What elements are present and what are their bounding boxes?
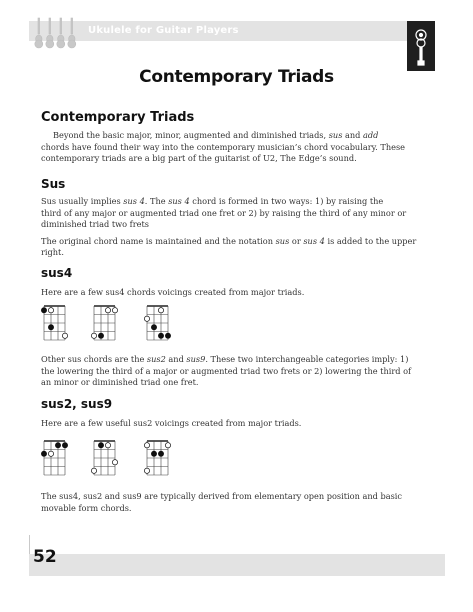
- chord-finger-dot: [151, 325, 156, 330]
- chord-diagram-sus2-1: [40, 438, 70, 478]
- sus4-intro: Here are a few sus4 chords voicings created from major triads.: [41, 287, 305, 297]
- chord-finger-dot: [55, 443, 60, 448]
- chord-finger-dot: [144, 468, 149, 473]
- chord-diagram-sus2-3: [143, 438, 173, 478]
- chord-finger-dot: [48, 451, 53, 456]
- chord-finger-dot: [158, 333, 163, 338]
- section-heading-contemporary-triads: Contemporary Triads: [41, 110, 195, 125]
- section-heading-sus4: sus4: [41, 266, 73, 280]
- chord-finger-dot: [98, 333, 103, 338]
- chord-finger-dot: [48, 308, 53, 313]
- chord-diagram-sus4-1: [40, 303, 70, 343]
- chord-finger-dot: [158, 308, 163, 313]
- chord-finger-dot: [105, 443, 110, 448]
- ukulele-tab-icon: [407, 21, 435, 71]
- footer-bar: [29, 554, 445, 576]
- chapter-tab: [407, 21, 435, 71]
- chord-finger-dot: [41, 451, 46, 456]
- chord-finger-dot: [48, 325, 53, 330]
- sus-paragraph: Sus usually implies sus 4. The sus 4 chord is formed in two ways: 1) by raising the third of any major or augmented triad one fret or 2) by raising the third of any minor or diminished triad two frets The original chord name is maintained and the notation sus or sus 4 is added to the upper right.: [41, 196, 417, 258]
- section-heading-sus: Sus: [41, 177, 66, 191]
- chord-finger-dot: [144, 316, 149, 321]
- chord-finger-dot: [98, 443, 103, 448]
- chord-diagram-sus4-2: [90, 303, 120, 343]
- closing-paragraph: The sus4, sus2 and sus9 are typically derived from elementary open position and basic movable form chords.: [41, 491, 402, 513]
- chord-finger-dot: [62, 333, 67, 338]
- chord-finger-dot: [112, 308, 117, 313]
- chord-diagram-sus4-3: [143, 303, 173, 343]
- chord-finger-dot: [158, 451, 163, 456]
- chord-finger-dot: [41, 308, 46, 313]
- chord-finger-dot: [62, 443, 67, 448]
- chord-finger-dot: [112, 460, 117, 465]
- chord-finger-dot: [165, 443, 170, 448]
- section-heading-sus2-sus9: sus2, sus9: [41, 397, 113, 411]
- chord-finger-dot: [144, 443, 149, 448]
- page-title: Contemporary Triads: [139, 67, 334, 87]
- chord-finger-dot: [105, 308, 110, 313]
- ukulele-icons: [33, 17, 83, 49]
- chord-finger-dot: [91, 468, 96, 473]
- sus-other-paragraph: Other sus chords are the sus2 and sus9. These two interchangeable categories imply: 1) the lowering the third of a major or augmented triad two frets or 2) lowering the third of an minor or diminished triad one fret.: [41, 354, 412, 388]
- page-number: 52: [33, 547, 57, 567]
- sus2-intro: Here are a few useful sus2 voicings created from major triads.: [41, 418, 302, 428]
- book-title: Ukulele for Guitar Players: [88, 25, 239, 36]
- chord-finger-dot: [91, 333, 96, 338]
- chord-finger-dot: [151, 451, 156, 456]
- chord-diagram-sus2-2: [90, 438, 120, 478]
- intro-paragraph: Beyond the basic major, minor, augmented and diminished triads, sus and add chords have found their way into the contemporary musician’s chord vocabulary. These contemporary triads are a big part of the guitarist of U2, The Edge’s sound.: [41, 130, 405, 164]
- chord-finger-dot: [165, 333, 170, 338]
